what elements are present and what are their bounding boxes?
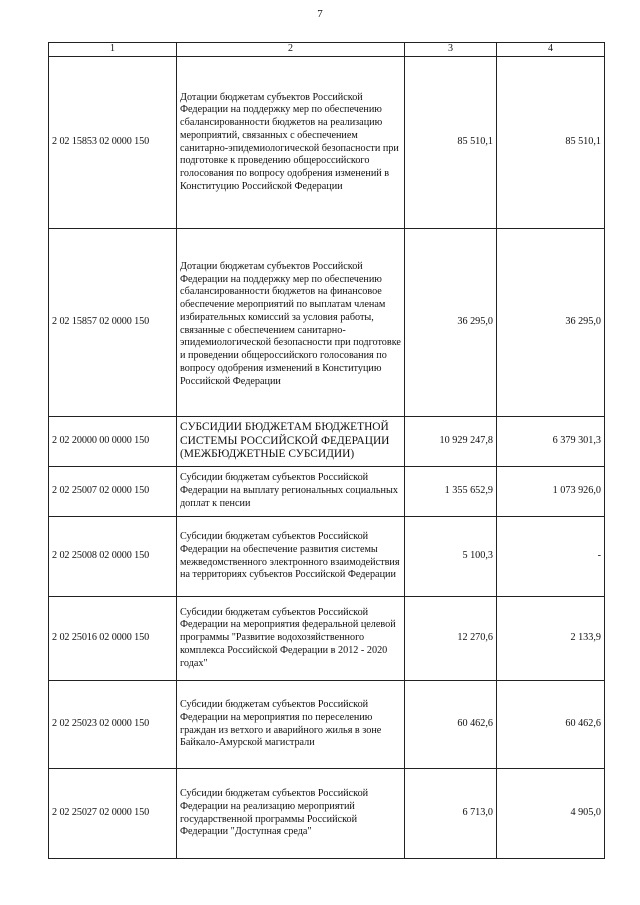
value-col-3: 36 295,0	[405, 229, 497, 417]
budget-code: 2 02 25007 02 0000 150	[49, 467, 177, 517]
value-col-4: -	[497, 517, 605, 597]
item-name: СУБСИДИИ БЮДЖЕТАМ БЮДЖЕТНОЙ СИСТЕМЫ РОССИЙСКОЙ ФЕДЕРАЦИИ (МЕЖБЮДЖЕТНЫЕ СУБСИДИИ)	[177, 417, 405, 467]
table-row	[49, 229, 605, 417]
budget-code: 2 02 15853 02 0000 150	[49, 57, 177, 229]
table-row	[49, 517, 605, 597]
table-row	[49, 597, 605, 681]
budget-table	[48, 42, 605, 859]
value-col-4: 2 133,9	[497, 597, 605, 681]
table-row	[49, 417, 605, 467]
budget-code: 2 02 25008 02 0000 150	[49, 517, 177, 597]
table-row	[49, 769, 605, 859]
column-header-4: 4	[497, 43, 605, 57]
column-header-3: 3	[405, 43, 497, 57]
value-col-3: 5 100,3	[405, 517, 497, 597]
table-row	[49, 681, 605, 769]
value-col-4: 60 462,6	[497, 681, 605, 769]
value-col-3: 12 270,6	[405, 597, 497, 681]
value-col-4: 4 905,0	[497, 769, 605, 859]
budget-code: 2 02 25027 02 0000 150	[49, 769, 177, 859]
column-header-1: 1	[49, 43, 177, 57]
budget-code: 2 02 25023 02 0000 150	[49, 681, 177, 769]
item-name: Дотации бюджетам субъектов Российской Федерации на поддержку мер по обеспечению сбалансированности бюджетов на реализацию мероприятий, связанных с обеспечением санитарно-эпидемиологической безопасности при подготовке к проведению общероссийского голосования по вопросу одобрения изменений в Конституцию Российской Федерации	[177, 57, 405, 229]
table-row	[49, 467, 605, 517]
item-name: Субсидии бюджетам субъектов Российской Федерации на мероприятия по переселению граждан из ветхого и аварийного жилья в зоне Байкало-Амурской магистрали	[177, 681, 405, 769]
table-row	[49, 57, 605, 229]
item-name: Дотации бюджетам субъектов Российской Федерации на поддержку мер по обеспечению сбалансированности бюджетов на финансовое обеспечение мероприятий по выплатам членам избирательных комиссий за условия работы, связанные с обеспечением санитарно-эпидемиологической безопасности при подготовке и проведении общероссийского голосования по вопросу одобрения изменений в Конституцию Российской Федерации	[177, 229, 405, 417]
value-col-3: 10 929 247,8	[405, 417, 497, 467]
item-name: Субсидии бюджетам субъектов Российской Федерации на выплату региональных социальных доплат к пенсии	[177, 467, 405, 517]
value-col-3: 1 355 652,9	[405, 467, 497, 517]
value-col-3: 6 713,0	[405, 769, 497, 859]
budget-code: 2 02 20000 00 0000 150	[49, 417, 177, 467]
value-col-3: 85 510,1	[405, 57, 497, 229]
column-header-2: 2	[177, 43, 405, 57]
value-col-4: 85 510,1	[497, 57, 605, 229]
budget-code: 2 02 25016 02 0000 150	[49, 597, 177, 681]
value-col-4: 1 073 926,0	[497, 467, 605, 517]
page-number: 7	[317, 8, 323, 20]
value-col-4: 36 295,0	[497, 229, 605, 417]
item-name: Субсидии бюджетам субъектов Российской Федерации на мероприятия федеральной целевой программы "Развитие водохозяйственного комплекса Российской Федерации в 2012 - 2020 годах"	[177, 597, 405, 681]
table-header-row	[49, 43, 605, 57]
item-name: Субсидии бюджетам субъектов Российской Федерации на обеспечение развития системы межведомственного электронного взаимодействия на территориях субъектов Российской Федерации	[177, 517, 405, 597]
item-name: Субсидии бюджетам субъектов Российской Федерации на реализацию мероприятий государственной программы Российской Федерации "Доступная среда"	[177, 769, 405, 859]
value-col-4: 6 379 301,3	[497, 417, 605, 467]
budget-code: 2 02 15857 02 0000 150	[49, 229, 177, 417]
value-col-3: 60 462,6	[405, 681, 497, 769]
